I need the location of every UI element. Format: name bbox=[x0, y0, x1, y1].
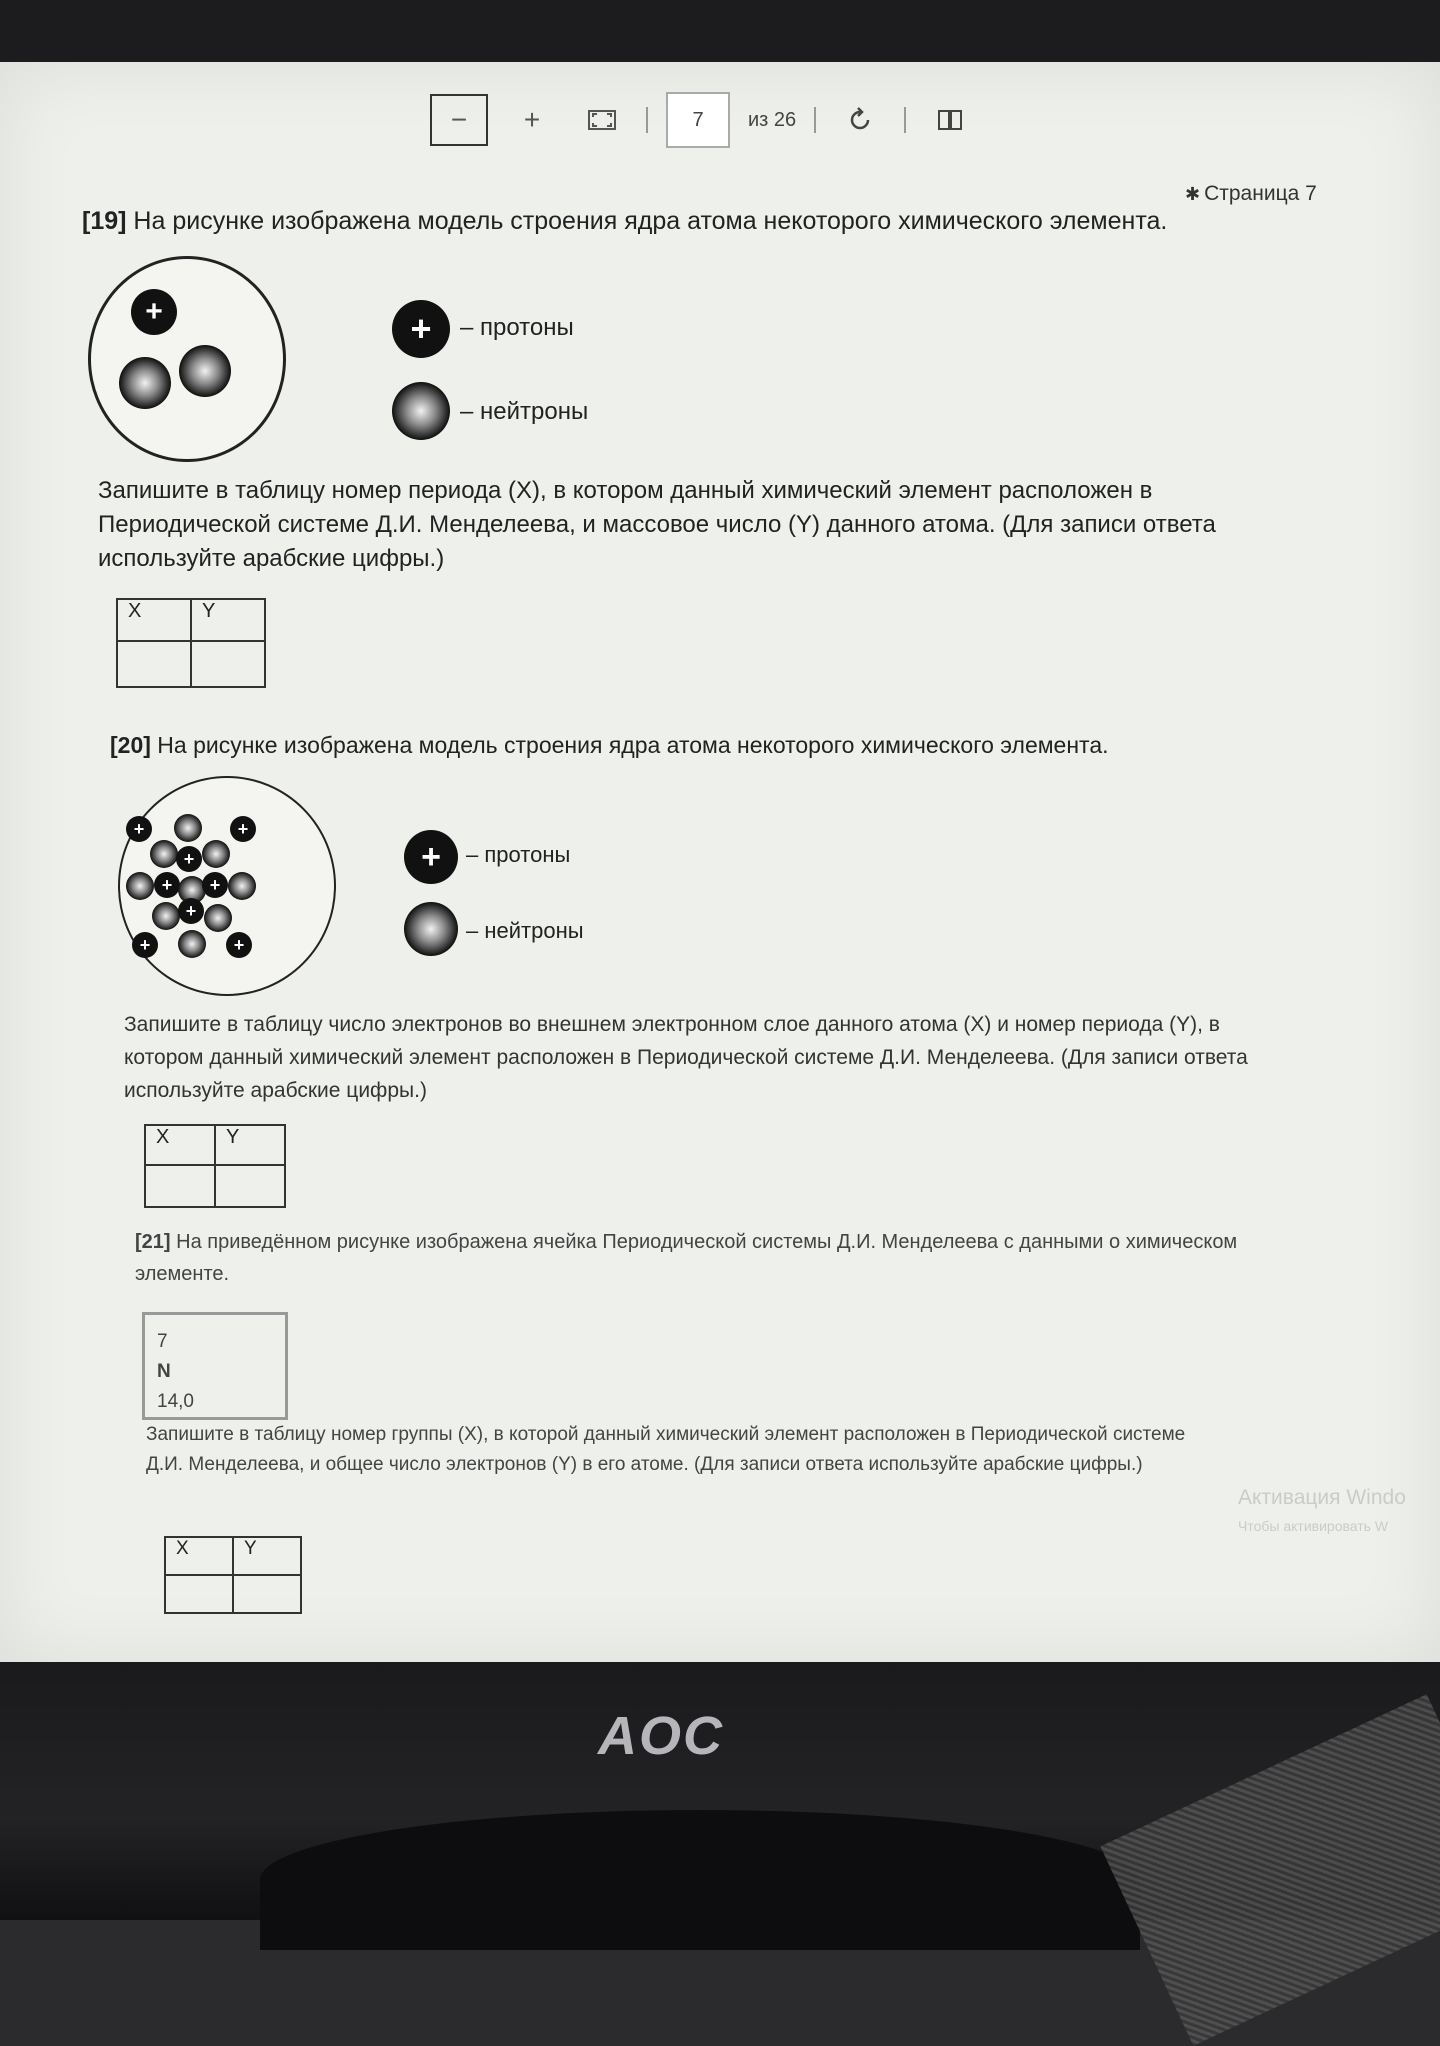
neutron bbox=[150, 840, 178, 868]
toolbar-separator bbox=[904, 107, 906, 133]
page-label: ✱ Страница 7 bbox=[1185, 182, 1317, 205]
table-header-x: X bbox=[117, 599, 191, 641]
legend-neutron-icon bbox=[392, 382, 450, 440]
answer-cell-y[interactable] bbox=[233, 1575, 301, 1613]
proton: + bbox=[131, 289, 177, 335]
legend-proton-icon: + bbox=[392, 300, 450, 358]
proton: + bbox=[126, 816, 152, 842]
periodic-table-cell bbox=[142, 1312, 288, 1420]
pdf-toolbar bbox=[430, 90, 976, 150]
monitor-logo: AOC bbox=[598, 1706, 724, 1766]
answer-cell-x[interactable] bbox=[117, 641, 191, 687]
page-number-input[interactable]: 7 bbox=[666, 92, 730, 148]
legend-proton-icon: + bbox=[404, 830, 458, 884]
legend-neutron-icon bbox=[404, 902, 458, 956]
neutron bbox=[174, 814, 202, 842]
bookmark-icon: ✱ bbox=[1185, 184, 1201, 204]
nucleus-model-20 bbox=[118, 776, 336, 996]
neutron bbox=[228, 872, 256, 900]
monitor-stand bbox=[260, 1810, 1140, 1950]
proton: + bbox=[230, 816, 256, 842]
neutron bbox=[119, 357, 171, 409]
answer-table-21 bbox=[164, 1536, 302, 1614]
table-header-y: Y bbox=[215, 1125, 285, 1165]
proton: + bbox=[176, 846, 202, 872]
page-view-icon[interactable] bbox=[924, 94, 976, 146]
table-header-y: Y bbox=[233, 1537, 301, 1575]
table-header-x: X bbox=[145, 1125, 215, 1165]
question-21-text: Запишите в таблицу номер группы (X), в которой данный химический элемент расположен в Периодической системе Д.И. Менделеева, и общее число электронов (Y) в его атоме. (Для записи ответа используйте арабские цифры.) bbox=[146, 1424, 1186, 1475]
proton: + bbox=[202, 872, 228, 898]
legend-neutron-label: – нейтроны bbox=[460, 398, 589, 425]
zoom-in-button[interactable]: + bbox=[523, 104, 541, 135]
windows-activation-watermark: Активация Windo Чтобы активировать W bbox=[1238, 1486, 1406, 1534]
question-19-title: [19] На рисунке изображена модель строения ядра атома некоторого химического элемента. bbox=[82, 207, 1168, 235]
answer-cell-x[interactable] bbox=[165, 1575, 233, 1613]
zoom-out-button[interactable]: − bbox=[430, 94, 488, 146]
question-20-title: [20] На рисунке изображена модель строения ядра атома некоторого химического элемента. bbox=[110, 732, 1109, 758]
nucleus-model-19 bbox=[88, 256, 286, 462]
table-header-y: Y bbox=[191, 599, 265, 641]
fit-page-icon[interactable] bbox=[576, 94, 628, 146]
answer-cell-y[interactable] bbox=[215, 1165, 285, 1207]
proton: + bbox=[154, 872, 180, 898]
answer-table-20 bbox=[144, 1124, 286, 1208]
neutron bbox=[202, 840, 230, 868]
neutron bbox=[179, 345, 231, 397]
rotate-icon[interactable] bbox=[834, 94, 886, 146]
question-20-text: Запишите в таблицу число электронов во внешнем электронном слое данного атома (X) и номер периода (Y), в котором данный химический элемент расположен в Периодической системе Д.И. Менделеева. (Для записи ответа используйте арабские цифры.) bbox=[124, 1013, 1248, 1102]
proton: + bbox=[178, 898, 204, 924]
monitor-bezel-top bbox=[0, 0, 1440, 70]
question-19-text: Запишите в таблицу номер периода (X), в котором данный химический элемент расположен в Периодической системе Д.И. Менделеева, и массовое число (Y) данного атома. (Для записи ответа используйте арабские цифры.) bbox=[98, 477, 1216, 572]
toolbar-separator bbox=[646, 107, 648, 133]
legend-neutron-label: – нейтроны bbox=[466, 918, 584, 943]
proton: + bbox=[132, 932, 158, 958]
neutron bbox=[126, 872, 154, 900]
element-symbol: N bbox=[157, 1361, 171, 1382]
page-total-label: из 26 bbox=[748, 108, 797, 131]
atomic-number: 7 bbox=[157, 1331, 168, 1352]
atomic-mass: 14,0 bbox=[157, 1391, 194, 1412]
proton: + bbox=[226, 932, 252, 958]
table-header-x: X bbox=[165, 1537, 233, 1575]
question-21-title: [21] На приведённом рисунке изображена ячейка Периодической системы Д.И. Менделеева с данными о химическом элементе. bbox=[135, 1231, 1238, 1285]
neutron bbox=[178, 930, 206, 958]
legend-proton-label: – протоны bbox=[460, 314, 574, 341]
answer-cell-x[interactable] bbox=[145, 1165, 215, 1207]
legend-proton-label: – протоны bbox=[466, 842, 571, 867]
neutron bbox=[204, 904, 232, 932]
answer-table-19 bbox=[116, 598, 266, 688]
answer-cell-y[interactable] bbox=[191, 641, 265, 687]
neutron bbox=[152, 902, 180, 930]
toolbar-separator bbox=[814, 107, 816, 133]
